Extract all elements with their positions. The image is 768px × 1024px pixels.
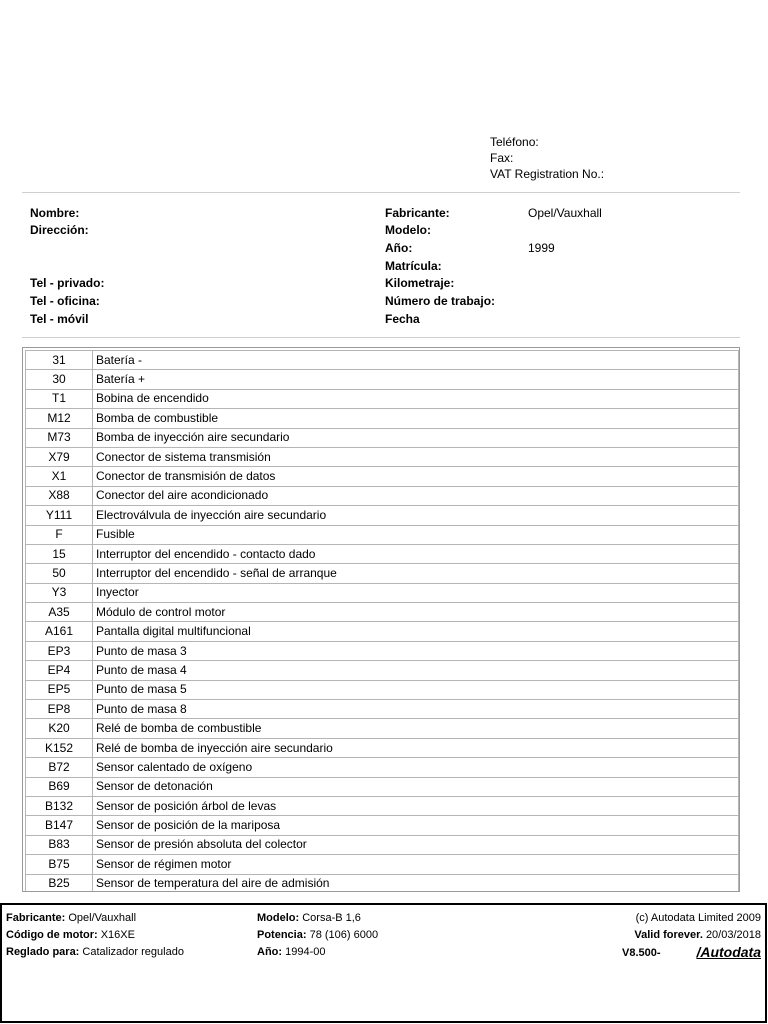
matricula-label: Matrícula: bbox=[385, 259, 442, 273]
footer-copyright: (c) Autodata Limited 2009 bbox=[635, 912, 761, 924]
table-row bbox=[26, 428, 739, 447]
modelo-label: Modelo: bbox=[385, 223, 431, 237]
component-code: B83 bbox=[26, 835, 93, 854]
table-row bbox=[26, 544, 739, 563]
vat-label: VAT Registration No.: bbox=[490, 167, 605, 181]
component-code: B25 bbox=[26, 874, 93, 892]
divider-top bbox=[22, 192, 740, 193]
component-code: M12 bbox=[26, 409, 93, 428]
footer-reglado bbox=[6, 944, 184, 961]
table-row bbox=[26, 525, 739, 544]
component-code: A35 bbox=[26, 603, 93, 622]
kilometraje-label: Kilometraje: bbox=[385, 276, 455, 290]
table-row bbox=[26, 758, 739, 777]
footer-ano-value: 1994-00 bbox=[285, 946, 326, 958]
component-code: EP3 bbox=[26, 641, 93, 660]
component-code: K152 bbox=[26, 738, 93, 757]
footer-reglado-label: Reglado para: bbox=[6, 946, 80, 958]
footer-codigo-label: Código de motor: bbox=[6, 929, 98, 941]
fecha-label: Fecha bbox=[385, 312, 420, 326]
table-row bbox=[26, 700, 739, 719]
nombre-label: Nombre: bbox=[30, 206, 80, 220]
component-description: Sensor de posición de la mariposa bbox=[93, 816, 739, 835]
table-row bbox=[26, 835, 739, 854]
fax-label: Fax: bbox=[490, 151, 514, 165]
component-code: B147 bbox=[26, 816, 93, 835]
table-row bbox=[26, 816, 739, 835]
footer-version: V8.500- bbox=[622, 947, 661, 959]
autodata-logo: /Autodata bbox=[696, 944, 761, 960]
table-row bbox=[26, 467, 739, 486]
table-row bbox=[26, 447, 739, 466]
table-row bbox=[26, 486, 739, 505]
footer-valid-label: Valid forever. bbox=[634, 929, 703, 941]
component-description: Punto de masa 5 bbox=[93, 680, 739, 699]
component-description: Conector del aire acondicionado bbox=[93, 486, 739, 505]
component-description: Conector de sistema transmisión bbox=[93, 447, 739, 466]
component-code: EP8 bbox=[26, 700, 93, 719]
numero-trabajo-label: Número de trabajo: bbox=[385, 294, 496, 308]
component-code: B132 bbox=[26, 796, 93, 815]
component-code: 15 bbox=[26, 544, 93, 563]
fabricante-value: Opel/Vauxhall bbox=[528, 206, 602, 220]
table-row bbox=[26, 874, 739, 892]
footer-fabricante bbox=[6, 910, 136, 927]
footer-ano-label: Año: bbox=[257, 946, 283, 958]
footer-codigo bbox=[6, 927, 135, 944]
contact-block bbox=[490, 134, 604, 182]
component-description: Sensor de temperatura del aire de admisión bbox=[93, 874, 739, 892]
footer-codigo-value: X16XE bbox=[100, 929, 135, 941]
table-row bbox=[26, 680, 739, 699]
table-row bbox=[26, 564, 739, 583]
component-code: A161 bbox=[26, 622, 93, 641]
footer-panel bbox=[0, 903, 767, 1023]
footer-modelo-label: Modelo: bbox=[257, 912, 300, 924]
component-description: Sensor calentado de oxígeno bbox=[93, 758, 739, 777]
component-code: Y111 bbox=[26, 506, 93, 525]
table-row bbox=[26, 389, 739, 408]
table-row bbox=[26, 351, 739, 370]
component-code: EP5 bbox=[26, 680, 93, 699]
footer-valid-date: 20/03/2018 bbox=[705, 929, 761, 941]
component-code: 31 bbox=[26, 351, 93, 370]
component-description: Punto de masa 3 bbox=[93, 641, 739, 660]
component-description: Sensor de detonación bbox=[93, 777, 739, 796]
tel-privado-label: Tel - privado: bbox=[30, 276, 105, 290]
table-row bbox=[26, 409, 739, 428]
component-description: Bobina de encendido bbox=[93, 389, 739, 408]
component-code: F bbox=[26, 525, 93, 544]
component-description: Fusible bbox=[93, 525, 739, 544]
component-description: Sensor de régimen motor bbox=[93, 855, 739, 874]
table-row bbox=[26, 583, 739, 602]
ano-label: Año: bbox=[385, 241, 413, 255]
component-description: Relé de bomba de inyección aire secundario bbox=[93, 738, 739, 757]
footer-fabricante-label: Fabricante: bbox=[6, 912, 66, 924]
component-code: 50 bbox=[26, 564, 93, 583]
footer-fabricante-value: Opel/Vauxhall bbox=[68, 912, 137, 924]
table-row bbox=[26, 370, 739, 389]
table-row bbox=[26, 622, 739, 641]
components-table bbox=[22, 347, 740, 892]
component-code: B69 bbox=[26, 777, 93, 796]
component-code: 30 bbox=[26, 370, 93, 389]
table-row bbox=[26, 603, 739, 622]
footer-modelo bbox=[257, 910, 361, 927]
table-row bbox=[26, 661, 739, 680]
tel-oficina-label: Tel - oficina: bbox=[30, 294, 100, 308]
component-code: K20 bbox=[26, 719, 93, 738]
fabricante-label: Fabricante: bbox=[385, 206, 450, 220]
table-row bbox=[26, 641, 739, 660]
component-description: Conector de transmisión de datos bbox=[93, 467, 739, 486]
direccion-label: Dirección: bbox=[30, 223, 89, 237]
components-table-body bbox=[26, 351, 739, 893]
ano-value: 1999 bbox=[528, 241, 555, 255]
table-row bbox=[26, 738, 739, 757]
component-description: Batería + bbox=[93, 370, 739, 389]
telefono-label: Teléfono: bbox=[490, 135, 539, 149]
component-description: Batería - bbox=[93, 351, 739, 370]
component-description: Bomba de combustible bbox=[93, 409, 739, 428]
table-row bbox=[26, 506, 739, 525]
component-description: Pantalla digital multifuncional bbox=[93, 622, 739, 641]
component-code: T1 bbox=[26, 389, 93, 408]
table-row bbox=[26, 777, 739, 796]
footer-reglado-value: Catalizador regulado bbox=[82, 946, 184, 958]
component-description: Punto de masa 8 bbox=[93, 700, 739, 719]
divider-middle bbox=[22, 337, 740, 338]
tel-movil-label: Tel - móvil bbox=[30, 312, 89, 326]
component-description: Bomba de inyección aire secundario bbox=[93, 428, 739, 447]
component-code: EP4 bbox=[26, 661, 93, 680]
footer-modelo-value: Corsa-B 1,6 bbox=[302, 912, 361, 924]
footer-ano bbox=[257, 944, 325, 961]
table-row bbox=[26, 719, 739, 738]
table-row bbox=[26, 855, 739, 874]
footer-potencia-label: Potencia: bbox=[257, 929, 307, 941]
component-description: Electroválvula de inyección aire secundario bbox=[93, 506, 739, 525]
component-description: Módulo de control motor bbox=[93, 603, 739, 622]
component-description: Relé de bomba de combustible bbox=[93, 719, 739, 738]
component-description: Interruptor del encendido - contacto dado bbox=[93, 544, 739, 563]
component-code: X88 bbox=[26, 486, 93, 505]
component-description: Interruptor del encendido - señal de arranque bbox=[93, 564, 739, 583]
footer-potencia-value: 78 (106) 6000 bbox=[309, 929, 379, 941]
component-code: Y3 bbox=[26, 583, 93, 602]
table-row bbox=[26, 796, 739, 815]
footer-potencia bbox=[257, 927, 378, 944]
component-code: B72 bbox=[26, 758, 93, 777]
component-description: Inyector bbox=[93, 583, 739, 602]
component-code: B75 bbox=[26, 855, 93, 874]
footer-valid bbox=[634, 927, 761, 944]
component-code: M73 bbox=[26, 428, 93, 447]
component-code: X1 bbox=[26, 467, 93, 486]
component-code: X79 bbox=[26, 447, 93, 466]
component-description: Sensor de posición árbol de levas bbox=[93, 796, 739, 815]
component-description: Sensor de presión absoluta del colector bbox=[93, 835, 739, 854]
component-description: Punto de masa 4 bbox=[93, 661, 739, 680]
